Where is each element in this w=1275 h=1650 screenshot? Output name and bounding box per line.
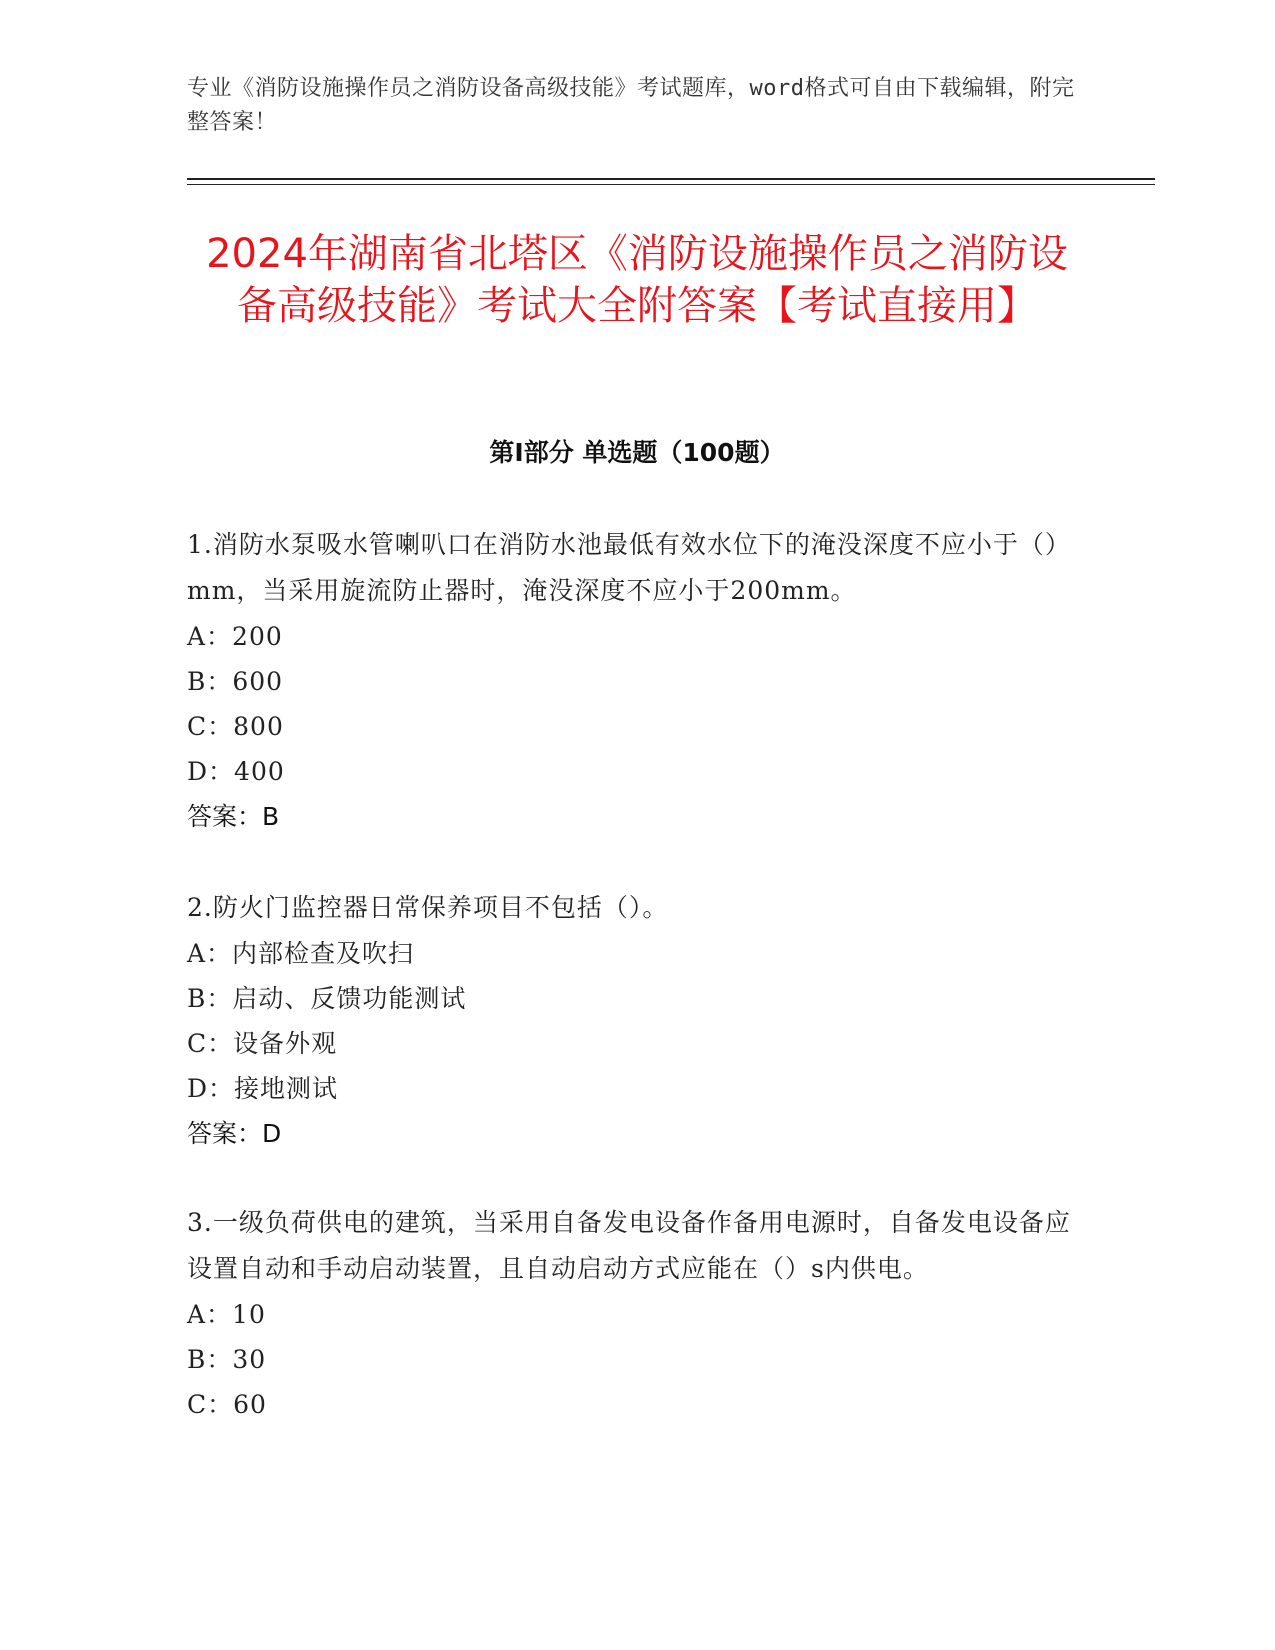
option-b: B：600 bbox=[187, 667, 284, 696]
option-a: A：内部检查及吹扫 bbox=[187, 939, 415, 968]
header-note: 专业《消防设施操作员之消防设备高级技能》考试题库，word格式可自由下载编辑，附完整答案！ bbox=[187, 76, 1075, 135]
question-3 bbox=[187, 1200, 1087, 1427]
question-stem: 1.消防水泵吸水管喇叭口在消防水池最低有效水位下的淹没深度不应小于（）mm，当采用旋流防止器时，淹没深度不应小于200mm。 bbox=[187, 530, 1071, 605]
document-title: 2024年湖南省北塔区《消防设施操作员之消防设备高级技能》考试大全附答案【考试直接用】 bbox=[206, 231, 1068, 329]
option-c: C：60 bbox=[187, 1390, 267, 1419]
section-title: 第I部分 单选题（100题） bbox=[489, 438, 785, 467]
option-b: B：30 bbox=[187, 1345, 267, 1374]
header-rule-thick bbox=[187, 178, 1155, 180]
answer: 答案：B bbox=[187, 802, 280, 831]
option-c: C：800 bbox=[187, 712, 284, 741]
question-stem: 2.防火门监控器日常保养项目不包括（）。 bbox=[187, 893, 669, 922]
question-2 bbox=[187, 885, 1087, 1156]
option-a: A：200 bbox=[187, 622, 283, 651]
header-rule-thin bbox=[187, 184, 1155, 185]
option-c: C：设备外观 bbox=[187, 1029, 338, 1058]
option-d: D：接地测试 bbox=[187, 1074, 339, 1103]
question-1 bbox=[187, 522, 1087, 839]
option-d: D：400 bbox=[187, 757, 285, 786]
option-a: A：10 bbox=[187, 1300, 266, 1329]
option-b: B：启动、反馈功能测试 bbox=[187, 984, 467, 1013]
question-stem: 3.一级负荷供电的建筑，当采用自备发电设备作备用电源时，自备发电设备应设置自动和手动启动装置，且自动启动方式应能在（）s内供电。 bbox=[187, 1208, 1071, 1283]
answer: 答案：D bbox=[187, 1119, 282, 1148]
